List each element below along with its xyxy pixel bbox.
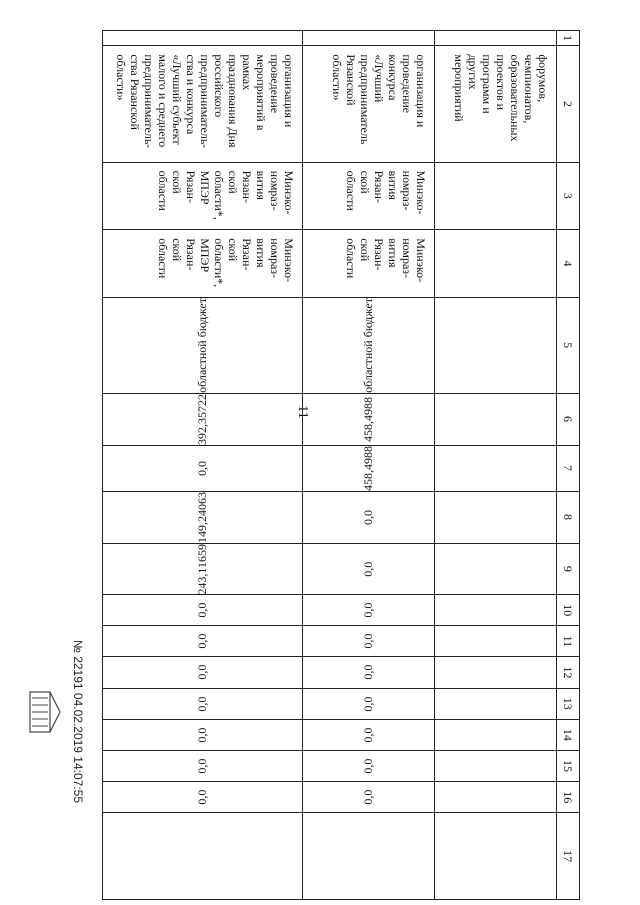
header-cell-11: 11 [557,626,580,657]
row2-description: организация и проведение конкурса «Лучший предприниматель Рязанской области» [303,46,435,162]
row2-value-8: 0,0 [303,491,435,543]
row2-value-11: 0,0 [303,626,435,657]
row3-value-16: 0,0 [103,782,303,813]
row2-value-12: 0,0 [303,657,435,688]
row2-value-14: 0,0 [303,719,435,750]
row3-value-7: 0,0 [103,445,303,491]
row3-value-13: 0,0 [103,688,303,719]
row2-coexecutor: Минэко- номраз- вития Рязан- ской области [303,230,435,298]
row3-funding-source: областной бюджет [103,297,303,393]
header-cell-17: 17 [557,813,580,900]
table-row [303,31,435,900]
header-cell-8: 8 [557,491,580,543]
row3-value-10: 0,0 [103,595,303,626]
header-cell-1: 1 [557,31,580,46]
header-cell-7: 7 [557,445,580,491]
header-row [557,31,580,900]
row1-description: форумов, чемпионатов, образовательных проектов и программ и других мероприятий [435,46,557,162]
row2-funding-source: областной бюджет [303,297,435,393]
row2-value-13: 0,0 [303,688,435,719]
row2-value-15: 0,0 [303,750,435,781]
table-row [103,31,303,900]
row2-value-10: 0,0 [303,595,435,626]
row3-value-11: 0,0 [103,626,303,657]
header-cell-4: 4 [557,230,580,298]
budget-table [102,30,580,900]
header-cell-5: 5 [557,297,580,393]
row2-value-7: 458,4988 [303,445,435,491]
row2-responsible: Минэко- номраз- вития Рязан- ской области [303,162,435,230]
header-cell-2: 2 [557,46,580,162]
registration-stamp: № 22191 04.02.2019 14:07:55 [71,640,85,804]
header-cell-3: 3 [557,162,580,230]
page-number: 11 [295,405,310,419]
row3-value-15: 0,0 [103,750,303,781]
header-cell-15: 15 [557,750,580,781]
header-cell-10: 10 [557,595,580,626]
row3-value-12: 0,0 [103,657,303,688]
row2-value-6: 458,4988 [303,393,435,445]
row3-description: организация и проведение мероприятий в рамках празднования Дня российского предприниматель- ства и конкурса «Лучший субъект малого и среднего предприниматель- ства Рязанской области» [103,46,303,162]
row3-value-8: 149,24063 [103,491,303,543]
row3-responsible: Минэко- номраз- вития Рязан- ской области*, МПЭР Рязан- ской области [103,162,303,230]
row3-coexecutor: Минэко- номраз- вития Рязан- ской области*, МПЭР Рязан- ской области [103,230,303,298]
row3-value-6: 392,35722 [103,393,303,445]
header-cell-16: 16 [557,782,580,813]
row3-value-9: 243,11659 [103,543,303,595]
header-cell-12: 12 [557,657,580,688]
building-logo-icon [28,690,62,734]
header-cell-6: 6 [557,393,580,445]
row2-value-9: 0,0 [303,543,435,595]
table-row [435,31,557,900]
header-cell-14: 14 [557,719,580,750]
row3-value-14: 0,0 [103,719,303,750]
header-cell-9: 9 [557,543,580,595]
header-cell-13: 13 [557,688,580,719]
row2-value-16: 0,0 [303,782,435,813]
